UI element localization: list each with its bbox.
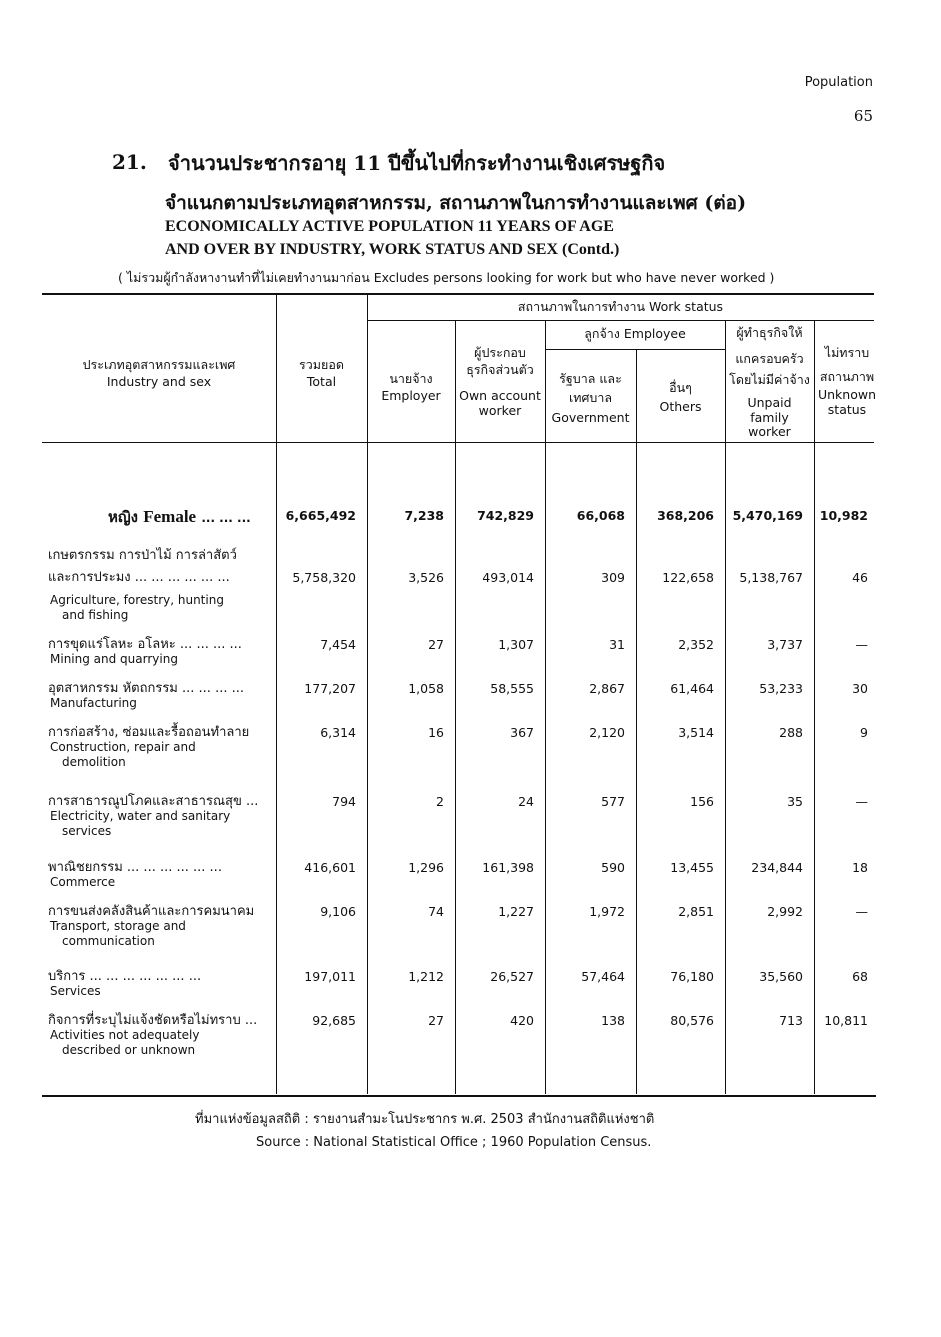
value-cell: — xyxy=(855,794,868,809)
value-cell: 27 xyxy=(428,1013,444,1028)
table-bottom-rule xyxy=(42,1095,876,1097)
table-title-english-line-2: AND OVER BY INDUSTRY, WORK STATUS AND SEX (Contd.) xyxy=(165,241,620,258)
value-cell: 13,455 xyxy=(670,860,714,875)
source-thai: ที่มาแห่งข้อมูลสถิติ : รายงานสำมะโนประชากร พ.ศ. 2503 สำนักงานสถิติแห่งชาติ xyxy=(195,1112,655,1127)
value-cell: 2,352 xyxy=(678,637,714,652)
value-cell: 53,233 xyxy=(759,681,803,696)
value-cell: 3,526 xyxy=(408,570,444,585)
female-value-cell: 742,829 xyxy=(477,508,534,523)
value-cell: 2,851 xyxy=(678,904,714,919)
header-others-en: Others xyxy=(659,399,702,414)
value-cell: — xyxy=(855,904,868,919)
value-cell: 6,314 xyxy=(320,725,356,740)
table-top-rule xyxy=(42,293,874,295)
value-cell: 58,555 xyxy=(490,681,534,696)
value-cell: 24 xyxy=(518,794,534,809)
header-own-account-th-2: ธุรกิจส่วนตัว xyxy=(466,362,534,377)
source-english: Source : National Statistical Office ; 1960 Population Census. xyxy=(256,1135,652,1150)
header-employer-en: Employer xyxy=(381,388,441,403)
header-bottom-rule xyxy=(42,442,874,443)
value-cell: 5,138,767 xyxy=(739,570,803,585)
value-cell: 27 xyxy=(428,637,444,652)
value-cell: 3,514 xyxy=(678,725,714,740)
value-cell: 9,106 xyxy=(320,904,356,919)
value-cell: 416,601 xyxy=(304,860,356,875)
value-cell: 138 xyxy=(601,1013,625,1028)
table-subtitle-thai: จำแนกตามประเภทอุตสาหกรรม, สถานภาพในการทำงานและเพศ (ต่อ) xyxy=(165,192,747,214)
value-cell: 713 xyxy=(779,1013,803,1028)
value-cell: 1,972 xyxy=(589,904,625,919)
value-cell: 57,464 xyxy=(581,969,625,984)
header-industry-en: Industry and sex xyxy=(106,374,212,389)
header-unknown-th-1: ไม่ทราบ xyxy=(824,345,870,360)
table-title-thai: จำนวนประชากรอายุ 11 ปีขึ้นไปที่กระทำงานเชิงเศรษฐกิจ xyxy=(168,151,666,175)
row-label-english: Services xyxy=(50,984,101,998)
female-value-cell: 368,206 xyxy=(657,508,714,523)
value-cell: 794 xyxy=(332,794,356,809)
value-cell: 2,992 xyxy=(767,904,803,919)
row-label-english-line-2: demolition xyxy=(62,755,126,769)
row-label-english: Mining and quarrying xyxy=(50,652,178,666)
header-unpaid-en-1: Unpaid xyxy=(747,395,792,410)
row-label-thai: บริการ ... ... ... ... ... ... ... xyxy=(48,969,202,984)
value-cell: 493,014 xyxy=(482,570,534,585)
header-unpaid-en-2: family xyxy=(750,410,789,425)
row-label-thai: การขุดแร่โลหะ อโลหะ ... ... ... ... xyxy=(48,637,242,652)
value-cell: 1,227 xyxy=(498,904,534,919)
value-cell: 92,685 xyxy=(312,1013,356,1028)
value-cell: 197,011 xyxy=(304,969,356,984)
value-cell: 46 xyxy=(852,570,868,585)
work-status-rule xyxy=(367,320,874,321)
value-cell: 122,658 xyxy=(662,570,714,585)
page-number: 65 xyxy=(853,107,873,125)
row-label-english: Transport, storage and xyxy=(50,919,186,933)
header-unknown-en-1: Unknown xyxy=(817,387,877,402)
row-label-thai: กิจการที่ระบุไม่แจ้งชัดหรือไม่ทราบ ... xyxy=(48,1013,258,1028)
value-cell: 1,058 xyxy=(408,681,444,696)
table-number: 21. xyxy=(112,150,147,174)
value-cell: 309 xyxy=(601,570,625,585)
row-label-thai-line-2: และการประมง ... ... ... ... ... ... xyxy=(48,570,230,585)
header-others-th: อื่นๆ xyxy=(669,380,692,395)
row-label-english: Agriculture, forestry, hunting xyxy=(50,593,224,607)
row-label-english-line-2: communication xyxy=(62,934,155,948)
header-work-status: สถานภาพในการทำงาน Work status xyxy=(517,299,724,314)
row-label-english: Electricity, water and sanitary xyxy=(50,809,231,823)
female-value-cell: 5,470,169 xyxy=(732,508,803,523)
value-cell: 156 xyxy=(690,794,714,809)
row-label-english: Activities not adequately xyxy=(50,1028,200,1042)
value-cell: 10,811 xyxy=(824,1013,868,1028)
value-cell: 35 xyxy=(787,794,803,809)
value-cell: 1,296 xyxy=(408,860,444,875)
value-cell: 2 xyxy=(436,794,444,809)
header-own-account-th-1: ผู้ประกอบ xyxy=(474,345,526,360)
value-cell: 16 xyxy=(428,725,444,740)
row-label-english-line-2: services xyxy=(62,824,112,838)
value-cell: 35,560 xyxy=(759,969,803,984)
value-cell: 74 xyxy=(428,904,444,919)
row-label-english: Construction, repair and xyxy=(50,740,196,754)
header-unknown-en-2: status xyxy=(827,402,867,417)
header-government-th-2: เทศบาล xyxy=(568,390,613,405)
female-value-cell: 10,982 xyxy=(819,508,868,523)
value-cell: 367 xyxy=(510,725,534,740)
value-cell: 9 xyxy=(860,725,868,740)
header-total-en: Total xyxy=(306,374,337,389)
value-cell: 2,867 xyxy=(589,681,625,696)
value-cell: 31 xyxy=(609,637,625,652)
value-cell: 577 xyxy=(601,794,625,809)
value-cell: 18 xyxy=(852,860,868,875)
value-cell: 68 xyxy=(852,969,868,984)
value-cell: 1,212 xyxy=(408,969,444,984)
header-own-account-en-2: worker xyxy=(478,403,522,418)
value-cell: 26,527 xyxy=(490,969,534,984)
value-cell: 590 xyxy=(601,860,625,875)
header-own-account-en-1: Own account xyxy=(459,388,541,403)
running-head: Population xyxy=(804,75,873,90)
female-label-th: หญิง xyxy=(108,508,138,526)
female-value-cell: 6,665,492 xyxy=(285,508,356,523)
header-industry-th: ประเภทอุตสาหกรรมและเพศ xyxy=(82,357,236,372)
value-cell: 1,307 xyxy=(498,637,534,652)
row-label-thai: อุตสาหกรรม หัตถกรรม ... ... ... ... xyxy=(48,681,244,696)
header-unknown-th-2: สถานภาพ xyxy=(819,369,875,384)
header-unpaid-th-2: แกครอบครัว xyxy=(735,351,804,366)
header-unpaid-en-3: worker xyxy=(748,424,791,439)
header-unpaid-th-1: ผู้ทำธุรกิจให้ xyxy=(736,325,803,340)
female-row-label xyxy=(108,505,251,529)
header-employer-th: นายจ้าง xyxy=(389,371,433,386)
table-title-english-line-1: ECONOMICALLY ACTIVE POPULATION 11 YEARS OF AGE xyxy=(165,218,614,235)
value-cell: 161,398 xyxy=(482,860,534,875)
female-value-cell: 7,238 xyxy=(404,508,444,523)
row-label-thai: การสาธารณูปโภคและสาธารณสุข ... xyxy=(48,794,259,809)
value-cell: — xyxy=(855,637,868,652)
header-government-en: Government xyxy=(551,410,630,425)
header-unpaid-th-3: โดยไม่มีค่าจ้าง xyxy=(729,372,810,387)
value-cell: 2,120 xyxy=(589,725,625,740)
value-cell: 420 xyxy=(510,1013,534,1028)
female-label-dots: ... ... ... xyxy=(201,511,251,525)
value-cell: 5,758,320 xyxy=(292,570,356,585)
row-label-english: Commerce xyxy=(50,875,116,889)
row-label-english-line-2: and fishing xyxy=(62,608,129,622)
value-cell: 177,207 xyxy=(304,681,356,696)
row-label-english-line-2: described or unknown xyxy=(62,1043,196,1057)
header-government-th-1: รัฐบาล และ xyxy=(559,371,622,386)
row-label-thai: การขนส่งคลังสินค้าและการคมนาคม xyxy=(48,904,255,919)
value-cell: 234,844 xyxy=(751,860,803,875)
value-cell: 76,180 xyxy=(670,969,714,984)
row-label-thai: พาณิชยกรรม ... ... ... ... ... ... xyxy=(48,860,222,875)
value-cell: 288 xyxy=(779,725,803,740)
value-cell: 80,576 xyxy=(670,1013,714,1028)
row-label-english: Manufacturing xyxy=(50,696,137,710)
value-cell: 3,737 xyxy=(767,637,803,652)
female-label-en: Female xyxy=(143,507,197,526)
table-note: ( ไม่รวมผู้กำลังหางานทำที่ไม่เคยทำงานมาก่อน Excludes persons looking for work but who have never worked ) xyxy=(118,270,775,285)
row-label-thai: การก่อสร้าง, ซ่อมและรื้อถอนทำลาย xyxy=(48,725,250,740)
value-cell: 7,454 xyxy=(320,637,356,652)
row-label-thai: เกษตรกรรม การป่าไม้ การล่าสัตว์ xyxy=(48,548,237,563)
header-employee: ลูกจ้าง Employee xyxy=(584,326,686,341)
female-value-cell: 66,068 xyxy=(576,508,625,523)
value-cell: 61,464 xyxy=(670,681,714,696)
employee-rule xyxy=(545,349,725,350)
header-total-th: รวมยอด xyxy=(299,357,344,372)
value-cell: 30 xyxy=(852,681,868,696)
